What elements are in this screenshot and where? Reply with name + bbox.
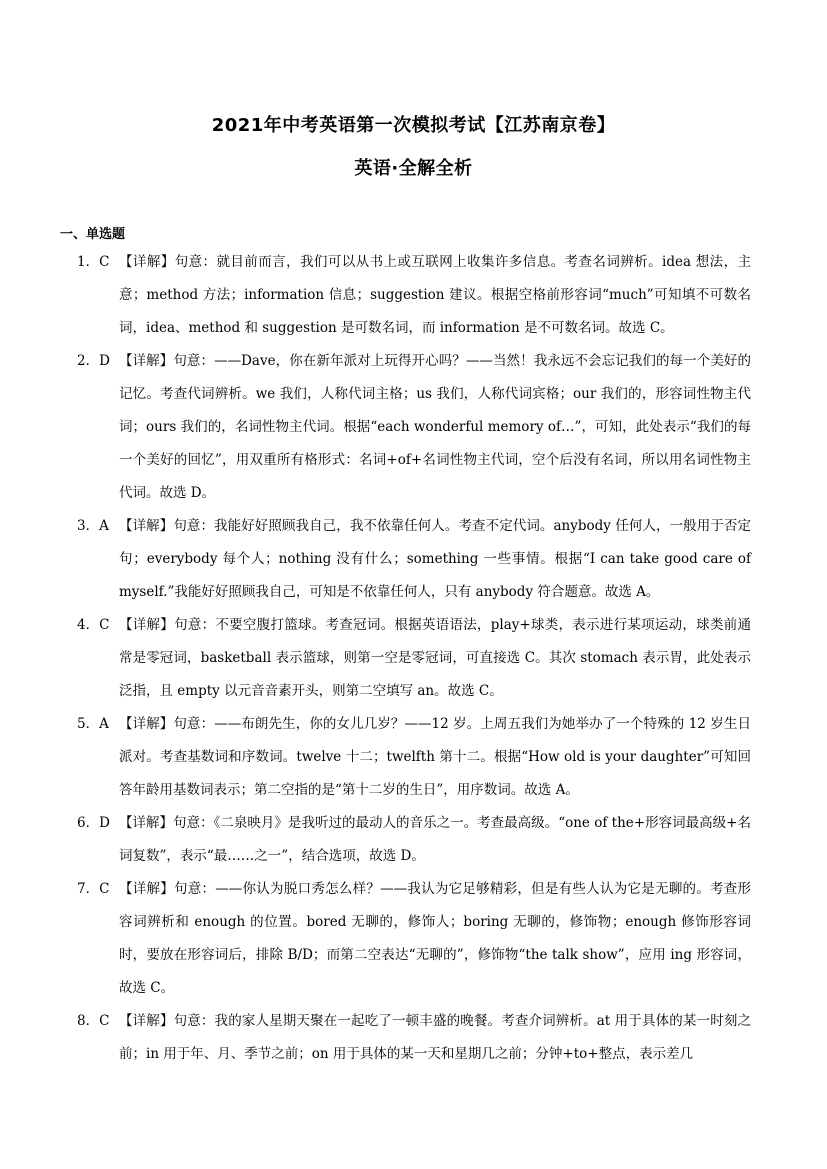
answer-item-2 (77, 345, 751, 510)
answer-explanation: 【详解】句意：——你认为脱口秀怎么样？——我认为它足够精彩，但是有些人认为它是无聊的。考查形容词辨析和 enough 的位置。bored 无聊的，修饰人；boring 无聊的，修饰物；enough 修饰形容词时，要放在形容词后，排除 B/D；而第二空表达“无聊的”，修饰物“the talk show”，应用 ing 形容词，故选 C。 (119, 881, 751, 996)
answer-item-4 (77, 609, 751, 708)
answer-explanation: 【详解】句意：不要空腹打篮球。考查冠词。根据英语语法，play+球类，表示进行某项运动，球类前通常是零冠词，basketball 表示篮球，则第一空是零冠词，可直接选 C。其次 stomach 表示胃，此处表示泛指，且 empty 以元音音素开头，则第二空填写 an。故选 C。 (119, 617, 751, 699)
answer-number: 5．A (77, 716, 109, 732)
answer-item-7 (77, 873, 751, 1005)
answer-item-3 (77, 510, 751, 609)
answer-item-6 (77, 807, 751, 873)
answer-number: 3．A (77, 518, 109, 534)
answer-item-1 (77, 246, 751, 345)
answer-item-5 (77, 708, 751, 807)
answer-list (77, 246, 751, 1071)
answer-explanation: 【详解】句意：我能好好照顾我自己，我不依靠任何人。考查不定代词。anybody 任何人，一般用于否定句；everybody 每个人；nothing 没有什么；something 一些事情。根据“I can take good care of myself.”我能好好照顾我自己，可知是不依靠任何人，只有 anybody 符合题意。故选 A。 (119, 518, 751, 600)
answer-explanation: 【详解】句意：《二泉映月》是我听过的最动人的音乐之一。考查最高级。“one of the+形容词最高级+名词复数”，表示“最……之一”，结合选项，故选 D。 (119, 815, 751, 864)
answer-explanation: 【详解】句意：——布朗先生，你的女儿几岁？——12 岁。上周五我们为她举办了一个特殊的 12 岁生日派对。考查基数词和序数词。twelve 十二；twelfth 第十二。根据“How old is your daughter”可知回答年龄用基数词表示；第二空指的是“第十二岁的生日”，用序数词。故选 A。 (119, 716, 751, 798)
answer-explanation: 【详解】句意：就目前而言，我们可以从书上或互联网上收集许多信息。考查名词辨析。idea 想法，主意；method 方法；information 信息；suggestion 建议。根据空格前形容词“much”可知填不可数名词，idea、method 和 suggestion 是可数名词，而 information 是不可数名词。故选 C。 (119, 254, 751, 336)
answer-number: 6．D (77, 815, 110, 831)
answer-number: 8．C (77, 1013, 110, 1029)
document-subtitle: 英语·全解全析 (354, 158, 473, 179)
answer-number: 2．D (77, 353, 110, 369)
section-heading: 一、单选题 (60, 227, 126, 242)
document-title: 2021年中考英语第一次模拟考试【江苏南京卷】 (211, 115, 616, 136)
answer-number: 1．C (77, 254, 110, 270)
answer-number: 4．C (77, 617, 110, 633)
answer-explanation: 【详解】句意：我的家人星期天聚在一起吃了一顿丰盛的晚餐。考查介词辨析。at 用于具体的某一时刻之前；in 用于年、月、季节之前；on 用于具体的某一天和星期几之前；分钟+to+整点，表示差几 (119, 1013, 751, 1062)
answer-number: 7．C (77, 881, 110, 897)
answer-item-8 (77, 1005, 751, 1071)
answer-explanation: 【详解】句意：——Dave，你在新年派对上玩得开心吗？——当然！我永远不会忘记我们的每一个美好的记忆。考查代词辨析。we 我们，人称代词主格；us 我们，人称代词宾格；our 我们的，形容词性物主代词；ours 我们的，名词性物主代词。根据“each wonderful memory of…”，可知，此处表示“我们的每一个美好的回忆”，用双重所有格形式：名词+of+名词性物主代词，空个后没有名词，所以用名词性物主代词。故选 D。 (119, 353, 751, 501)
